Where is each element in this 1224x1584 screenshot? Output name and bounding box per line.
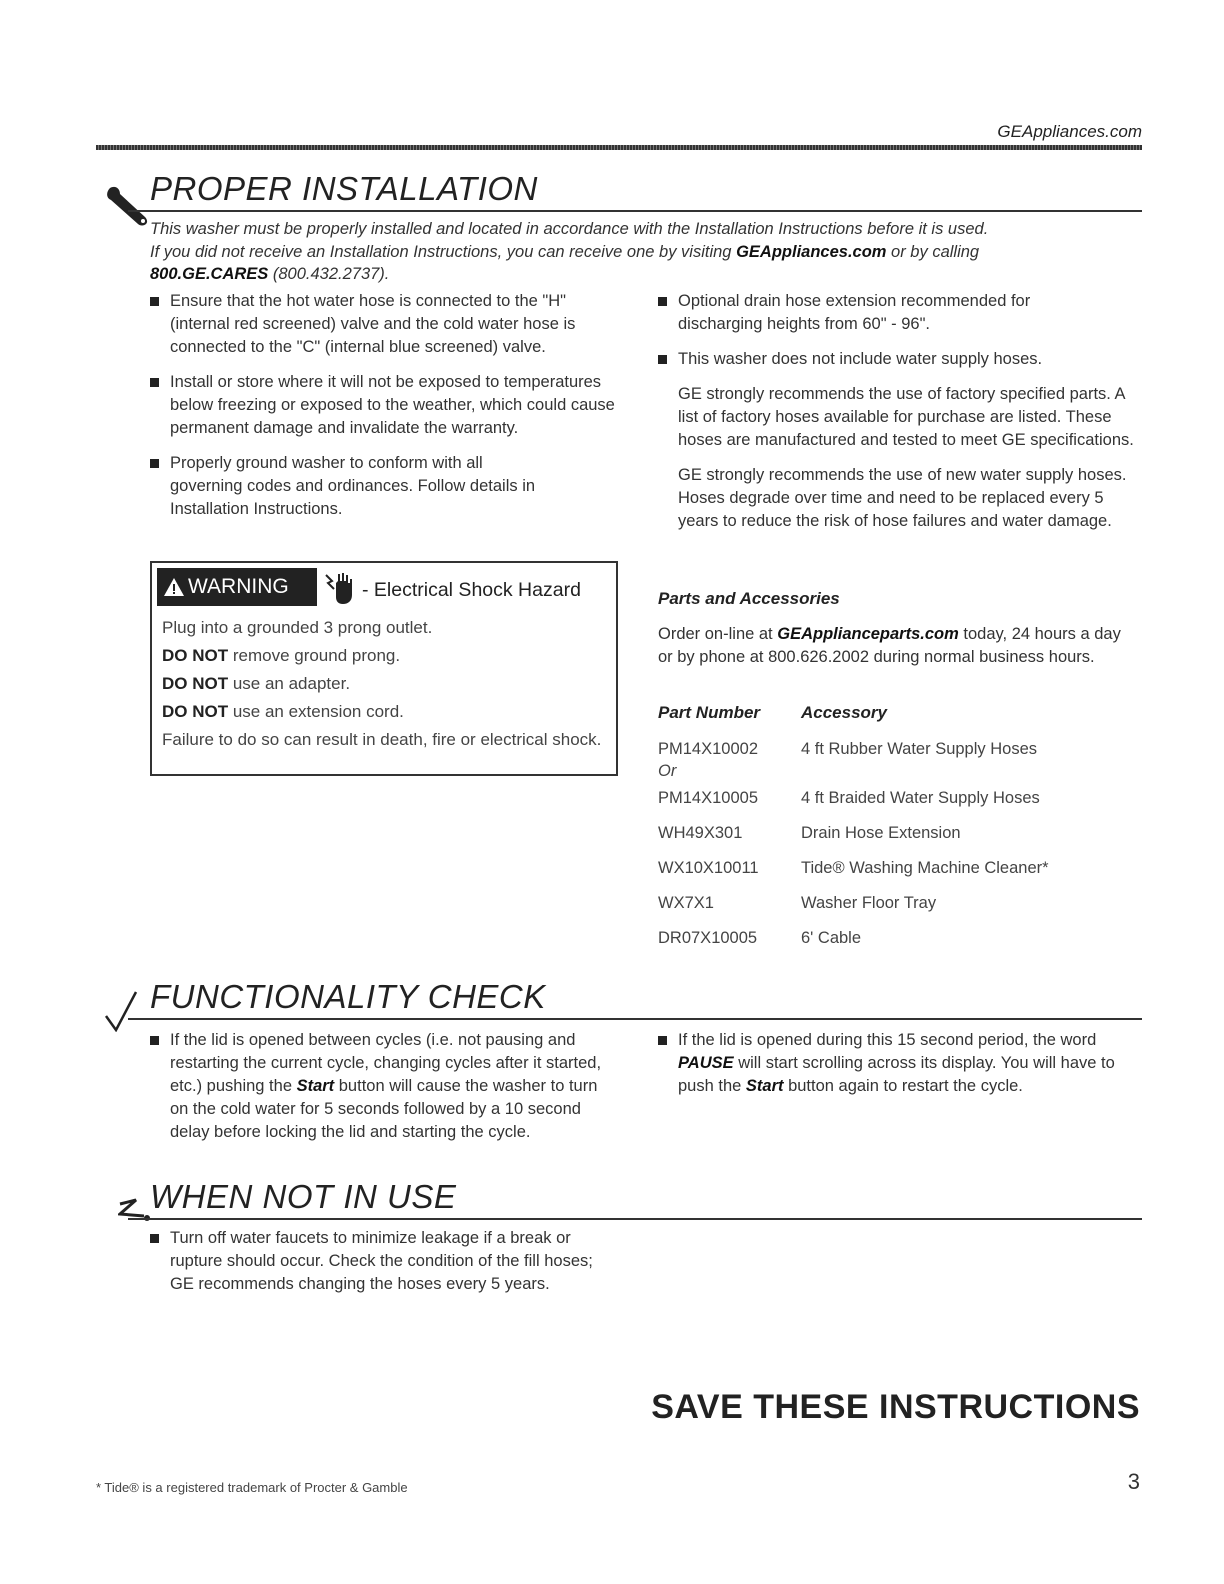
- warning-text: [162, 617, 602, 757]
- part-number-cell: WX10X10011: [658, 859, 759, 877]
- wrench-icon: [104, 184, 150, 232]
- accessory-cell: Washer Floor Tray: [801, 894, 937, 912]
- list-item: Install or store where it will not be exposed to temperatures below freezing or exposed to the weather, which could cause permanent damage and invalidate the warranty.: [150, 371, 630, 440]
- warning-label: WARNING: [188, 575, 289, 598]
- warning-line-text: use an adapter.: [228, 674, 351, 693]
- warning-line: [162, 673, 602, 695]
- shock-hand-icon: [324, 571, 356, 605]
- paragraph: GE strongly recommends the use of factory specified parts. A list of factory hoses available for purchase are listed. These hoses are manufactured and tested to meet GE specifications.: [678, 385, 1134, 449]
- col-part-number: Part Number: [658, 703, 761, 722]
- functionality-text-mid: will start scrolling across its display. You will have to push the: [678, 1054, 1115, 1095]
- functionality-text: If the lid is opened between cycles (i.e. not pausing and restarting the current cycle, changing cycles after it started, etc.) pushing the: [170, 1031, 602, 1095]
- warning-line: Failure to do so can result in death, fire or electrical shock.: [162, 730, 602, 749]
- ge-appliances-link[interactable]: GEAppliances.com: [736, 242, 887, 261]
- installation-right-column: [658, 290, 1144, 545]
- do-not-label: DO NOT: [162, 674, 229, 693]
- intro-line-2: If you did not receive an Installation Instructions, you can receive one by visiting: [150, 242, 737, 261]
- intro-line-1: This washer must be properly installed and located in accordance with the Installation Instructions before it is used.: [150, 220, 989, 238]
- save-instructions-heading: SAVE THESE INSTRUCTIONS: [651, 1388, 1140, 1426]
- paragraph: GE strongly recommends the use of new water supply hoses. Hoses degrade over time and need to be replaced every 5 years to reduce the risk of hose failures and water damage.: [678, 466, 1127, 530]
- do-not-label: DO NOT: [162, 646, 229, 665]
- part-number: PM14X10002: [658, 740, 758, 758]
- installation-left-column: [150, 290, 630, 533]
- accessory-cell: 4 ft Braided Water Supply Hoses: [801, 789, 1040, 807]
- list-item: [658, 1029, 1144, 1098]
- warning-triangle-icon: [163, 577, 185, 597]
- parts-order-text: [658, 623, 1128, 669]
- faucet-drop-icon: [118, 1196, 154, 1226]
- do-not-label: DO NOT: [162, 702, 229, 721]
- trademark-footnote: * Tide® is a registered trademark of Procter & Gamble: [96, 1480, 408, 1495]
- section-title-when-not-in-use: WHEN NOT IN USE: [150, 1178, 457, 1215]
- phone-number-alt: (800.432.2737).: [268, 265, 390, 283]
- warning-box: [150, 561, 618, 776]
- when-not-in-use-column: [150, 1227, 620, 1308]
- list-item: This washer does not include water supply hoses.: [658, 348, 1144, 371]
- intro-line-2-end: or by calling: [886, 242, 980, 261]
- start-label: Start: [745, 1077, 784, 1095]
- table-row: [658, 738, 1049, 787]
- list-item: Properly ground washer to conform with all governing codes and ordinances. Follow details in Installation Instructions.: [150, 452, 550, 521]
- checkmark-icon: [104, 990, 138, 1032]
- table-row: [658, 927, 1049, 962]
- order-text: Order on-line at: [658, 625, 778, 643]
- order-text-end: today, 24 hours a day or by phone at 800.626.2002 during normal business hours.: [658, 625, 1121, 666]
- accessory-cell: Drain Hose Extension: [801, 824, 961, 842]
- parts-table: [658, 703, 1049, 962]
- phone-number: 800.GE.CARES: [150, 265, 269, 283]
- or-label: Or: [658, 762, 677, 780]
- ge-applianceparts-link[interactable]: GEApplianceparts.com: [777, 625, 959, 643]
- part-number-cell: WX7X1: [658, 894, 714, 912]
- section-rule: [128, 1018, 1142, 1020]
- warning-badge: [157, 568, 317, 606]
- warning-line: [162, 701, 602, 723]
- table-row: [658, 892, 1049, 927]
- warning-title: - Electrical Shock Hazard: [362, 579, 581, 601]
- table-row: [658, 822, 1049, 857]
- warning-line: Plug into a grounded 3 prong outlet.: [162, 618, 433, 637]
- functionality-text-end: button again to restart the cycle.: [783, 1077, 1023, 1095]
- pause-label: PAUSE: [678, 1054, 734, 1072]
- parts-heading: Parts and Accessories: [658, 589, 840, 608]
- section-rule: [128, 1218, 1142, 1220]
- accessory-cell: Tide® Washing Machine Cleaner*: [801, 859, 1049, 877]
- list-item: Turn off water faucets to minimize leakage if a break or rupture should occur. Check the condition of the fill hoses; GE recommends changing the hoses every 5 years.: [150, 1227, 620, 1296]
- page-number: 3: [1127, 1469, 1140, 1494]
- start-label: Start: [296, 1077, 335, 1095]
- warning-line: [162, 645, 602, 667]
- accessory-cell: 6' Cable: [801, 929, 862, 947]
- installation-intro: [150, 218, 1140, 286]
- functionality-text: If the lid is opened during this 15 second period, the word: [678, 1031, 1097, 1049]
- list-item: Optional drain hose extension recommended for discharging heights from 60" - 96".: [658, 290, 1098, 336]
- section-rule: [128, 210, 1142, 212]
- site-url: GEAppliances.com: [997, 122, 1142, 141]
- functionality-right-column: [658, 1029, 1144, 1110]
- part-number-cell: [658, 738, 801, 787]
- part-number-cell: DR07X10005: [658, 929, 758, 947]
- part-number-cell: PM14X10005: [658, 789, 758, 807]
- table-header-row: [658, 703, 1049, 738]
- table-row: [658, 787, 1049, 822]
- header-rule: [96, 145, 1142, 150]
- warning-line-text: use an extension cord.: [228, 702, 404, 721]
- list-item: [150, 1029, 620, 1144]
- list-item: Ensure that the hot water hose is connected to the "H" (internal red screened) valve and the cold water hose is connected to the "C" (internal blue screened) valve.: [150, 290, 630, 359]
- col-accessory: Accessory: [801, 703, 888, 722]
- warning-line-text: remove ground prong.: [228, 646, 401, 665]
- section-title-proper-installation: PROPER INSTALLATION: [150, 170, 538, 207]
- accessory-cell: 4 ft Rubber Water Supply Hoses: [801, 740, 1037, 758]
- table-row: [658, 857, 1049, 892]
- part-number-cell: WH49X301: [658, 824, 743, 842]
- functionality-text-end: button will cause the washer to turn on the cold water for 5 seconds followed by a 10 second delay before locking the lid and starting the cycle.: [170, 1077, 598, 1141]
- section-title-functionality-check: FUNCTIONALITY CHECK: [150, 978, 546, 1015]
- functionality-left-column: [150, 1029, 620, 1156]
